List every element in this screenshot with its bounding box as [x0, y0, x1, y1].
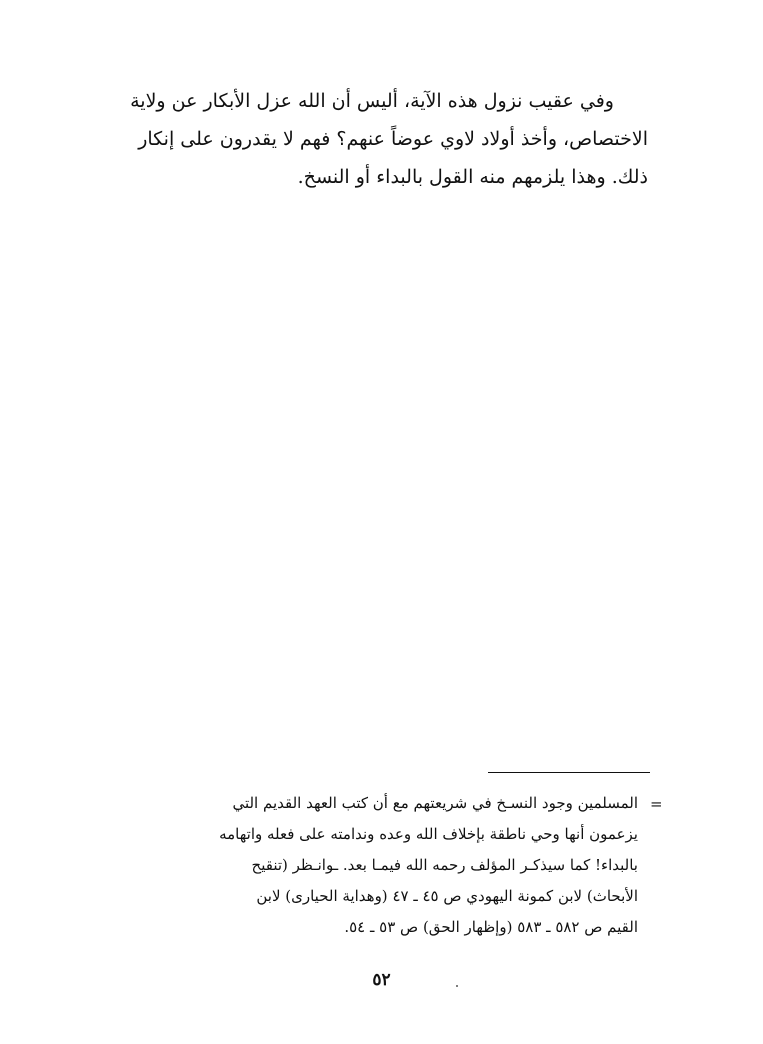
main-text-line-2: الاختصاص، وأخذ أولاد لاوي عوضاً عنهم؟ فهم لا يقدرون على إنكار	[138, 128, 648, 150]
page-number: ٥٢	[372, 970, 391, 990]
main-text-block	[103, 82, 648, 196]
footnote-line-1: المسلمين وجود النسـخ في شريعتهم مع أن كتب العهد القديم التي	[232, 794, 638, 812]
footnote-block	[106, 788, 638, 943]
scan-speck	[456, 985, 458, 987]
footnote-line-2: يزعمون أنها وحي ناطقة بإخلاف الله وعده وندامته على فعله واتهامه	[219, 825, 638, 843]
footnote-line-4: الأبحاث) لابن كمونة اليهودي ص ٤٥ ـ ٤٧ (وهداية الحيارى) لابن	[256, 887, 638, 905]
footnote-line-3: بالبداء! كما سيذكـر المؤلف رحمه الله فيمـا بعد. ـوانـظر (تنقيح	[251, 856, 638, 874]
footnote-separator	[488, 772, 650, 773]
footnote-line-5: القيم ص ٥٨٢ ـ ٥٨٣ (وإظهار الحق) ص ٥٣ ـ ٥٤.	[344, 918, 638, 936]
main-text-line-3: ذلك. وهذا يلزمهم منه القول بالبداء أو النسخ.	[297, 166, 648, 188]
main-text-line-1: وفي عقيب نزول هذه الآية، أليس أن الله عزل الأبكار عن ولاية	[130, 90, 614, 112]
footnote-continuation-mark: =	[650, 795, 663, 813]
